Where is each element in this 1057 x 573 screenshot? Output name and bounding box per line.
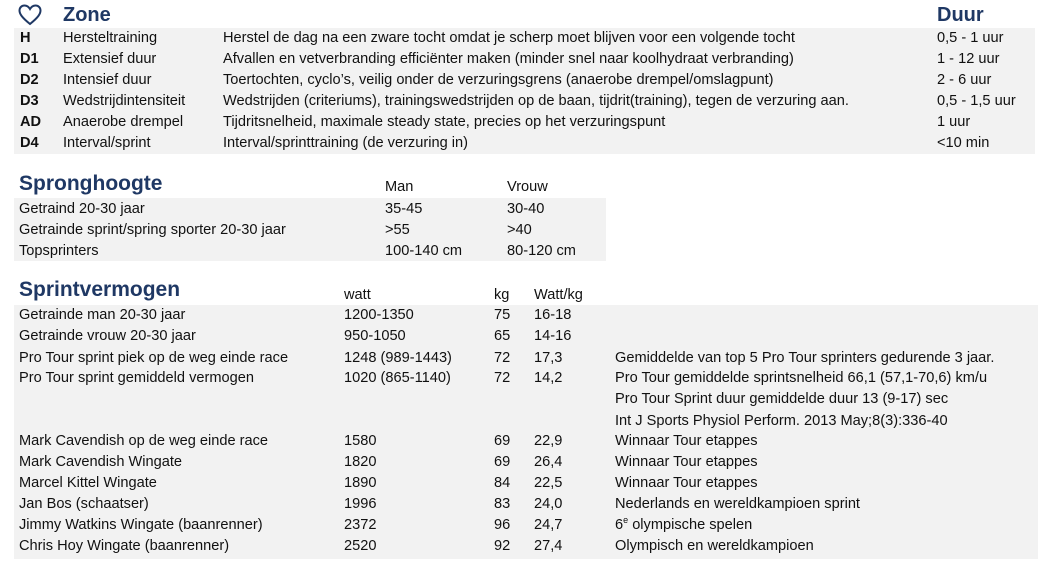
row-note-superscript: e <box>623 515 629 526</box>
zone-description: Herstel de dag na een zware tocht omdat je scherp moet blijven voor een volgende tocht <box>223 30 795 46</box>
man-value: 35-45 <box>385 201 423 217</box>
heart-icon <box>18 4 42 26</box>
watt-value: 1890 <box>344 475 377 491</box>
column-header-watt-per-kg: Watt/kg <box>534 287 583 303</box>
watt-per-kg-value: 27,4 <box>534 538 563 554</box>
zone-duration: 1 - 12 uur <box>937 51 1000 67</box>
kg-value: 69 <box>494 454 511 470</box>
watt-per-kg-value: 22,9 <box>534 433 563 449</box>
row-note: Int J Sports Physiol Perform. 2013 May;8(3):336-40 <box>615 413 948 429</box>
zone-duration: 0,5 - 1,5 uur <box>937 93 1016 109</box>
row-label: Jimmy Watkins Wingate (baanrenner) <box>19 517 263 533</box>
row-label: Pro Tour sprint piek op de weg einde race <box>19 350 289 366</box>
vrouw-value: >40 <box>507 222 532 238</box>
zone-code: D3 <box>20 93 39 109</box>
zone-code: D2 <box>20 72 39 88</box>
row-note <box>615 515 752 536</box>
row-label: Mark Cavendish op de weg einde race <box>19 433 269 449</box>
zone-description: Interval/sprinttraining (de verzuring in) <box>223 135 468 151</box>
zone-duration: 0,5 - 1 uur <box>937 30 1004 46</box>
row-label: Mark Cavendish Wingate <box>19 454 183 470</box>
row-label: Jan Bos (schaatser) <box>19 496 149 512</box>
kg-value: 75 <box>494 307 511 323</box>
man-value: 100-140 cm <box>385 243 463 259</box>
vrouw-value: 30-40 <box>507 201 545 217</box>
row-note: Nederlands en wereldkampioen sprint <box>615 496 860 512</box>
row-note: Gemiddelde van top 5 Pro Tour sprinters gedurende 3 jaar. <box>615 350 995 366</box>
watt-value: 950-1050 <box>344 328 406 344</box>
row-note: Winnaar Tour etappes <box>615 475 758 491</box>
kg-value: 92 <box>494 538 511 554</box>
watt-value: 2372 <box>344 517 377 533</box>
column-header-vrouw: Vrouw <box>507 179 548 195</box>
zone-name: Intensief duur <box>63 72 152 88</box>
row-note-rest: olympische spelen <box>628 517 753 533</box>
row-label: Chris Hoy Wingate (baanrenner) <box>19 538 230 554</box>
row-label: Getrainde sprint/spring sporter 20-30 jaar <box>19 222 286 238</box>
watt-per-kg-value: 14-16 <box>534 328 572 344</box>
kg-value: 83 <box>494 496 511 512</box>
watt-per-kg-value: 24,0 <box>534 496 563 512</box>
row-note: Pro Tour gemiddelde sprintsnelheid 66,1 (57,1-70,6) km/u <box>615 370 988 386</box>
man-value: >55 <box>385 222 410 238</box>
zone-description: Toertochten, cyclo’s, veilig onder de verzuringsgrens (anaerobe drempel/omslagpunt) <box>223 72 774 88</box>
zone-code: AD <box>20 114 42 130</box>
zone-name: Wedstrijdintensiteit <box>63 93 186 109</box>
row-label: Marcel Kittel Wingate <box>19 475 157 491</box>
zone-name: Interval/sprint <box>63 135 151 151</box>
watt-value: 1580 <box>344 433 377 449</box>
kg-value: 96 <box>494 517 511 533</box>
kg-value: 65 <box>494 328 511 344</box>
watt-per-kg-value: 16-18 <box>534 307 572 323</box>
watt-value: 1996 <box>344 496 377 512</box>
row-note: Winnaar Tour etappes <box>615 454 758 470</box>
row-note: Olympisch en wereldkampioen <box>615 538 814 554</box>
vrouw-value: 80-120 cm <box>507 243 576 259</box>
zone-description: Afvallen en vetverbranding efficiënter maken (minder snel naar koolhydraat verbranding) <box>223 51 794 67</box>
row-label: Topsprinters <box>19 243 99 259</box>
column-header-kg: kg <box>494 287 510 303</box>
zone-heading: Zone <box>63 4 111 26</box>
column-header-man: Man <box>385 179 414 195</box>
spronghoogte-title: Spronghoogte <box>19 172 163 195</box>
zone-duration: <10 min <box>937 135 990 151</box>
watt-value: 1820 <box>344 454 377 470</box>
kg-value: 84 <box>494 475 511 491</box>
watt-value: 2520 <box>344 538 377 554</box>
zone-description: Tijdritsnelheid, maximale steady state, precies op het verzuringspunt <box>223 114 666 130</box>
watt-per-kg-value: 24,7 <box>534 517 563 533</box>
row-label: Getraind 20-30 jaar <box>19 201 145 217</box>
row-label: Getrainde man 20-30 jaar <box>19 307 186 323</box>
zone-code: H <box>20 30 31 46</box>
row-label: Pro Tour sprint gemiddeld vermogen <box>19 370 254 386</box>
zone-code: D1 <box>20 51 39 67</box>
watt-value: 1200-1350 <box>344 307 414 323</box>
zone-name: Extensief duur <box>63 51 157 67</box>
watt-per-kg-value: 26,4 <box>534 454 563 470</box>
watt-per-kg-value: 14,2 <box>534 370 563 386</box>
row-note: Pro Tour Sprint duur gemiddelde duur 13 (9-17) sec <box>615 391 949 407</box>
column-header-watt: watt <box>344 287 371 303</box>
zone-name: Hersteltraining <box>63 30 158 46</box>
watt-per-kg-value: 17,3 <box>534 350 563 366</box>
duration-heading: Duur <box>937 4 984 26</box>
watt-value: 1248 (989-1443) <box>344 350 452 366</box>
watt-value: 1020 (865-1140) <box>344 370 451 386</box>
row-note-number: 6 <box>615 517 624 533</box>
zone-description: Wedstrijden (criteriums), trainingswedstrijden op de baan, tijdrit(training), tegen de verzuring aan. <box>223 93 849 109</box>
kg-value: 72 <box>494 350 511 366</box>
kg-value: 72 <box>494 370 511 386</box>
zone-name: Anaerobe drempel <box>63 114 184 130</box>
kg-value: 69 <box>494 433 511 449</box>
row-label: Getrainde vrouw 20-30 jaar <box>19 328 196 344</box>
zone-duration: 1 uur <box>937 114 971 130</box>
zone-code: D4 <box>20 135 39 151</box>
zone-duration: 2 - 6 uur <box>937 72 992 88</box>
row-note: Winnaar Tour etappes <box>615 433 758 449</box>
watt-per-kg-value: 22,5 <box>534 475 563 491</box>
sprintvermogen-title: Sprintvermogen <box>19 278 181 301</box>
